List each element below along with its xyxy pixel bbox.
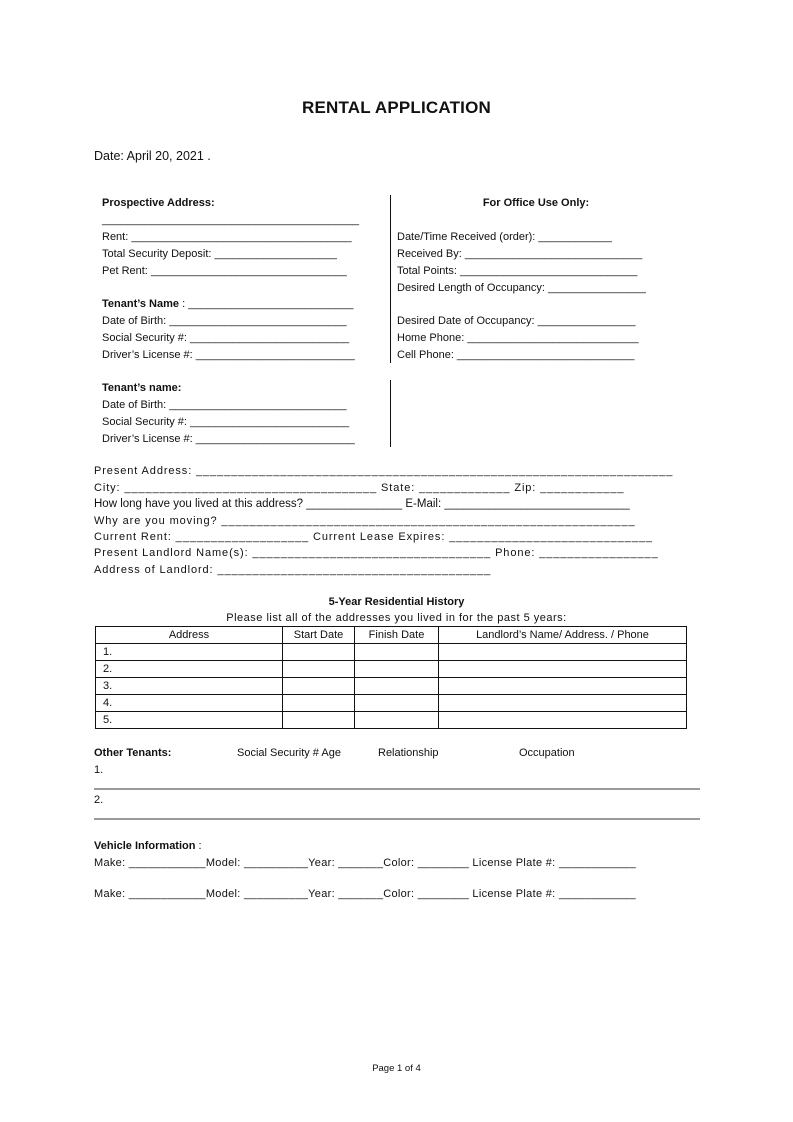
column-header-start-date: Start Date	[283, 627, 355, 644]
vehicle-information-suffix: :	[195, 840, 202, 852]
total-security-deposit-field[interactable]: Total Security Deposit: ____________________	[102, 248, 337, 260]
present-address-field[interactable]: Present Address: ____________________________________________________________________	[94, 465, 674, 477]
row-start-date-cell[interactable]	[283, 661, 355, 678]
landlord-address-field[interactable]: Address of Landlord: _______________________________________	[94, 564, 492, 576]
history-heading: 5-Year Residential History	[328, 596, 465, 608]
table-row	[96, 678, 687, 695]
row-address-cell[interactable]: 1.	[96, 644, 283, 661]
row-address-cell[interactable]: 3.	[96, 678, 283, 695]
document-title: RENTAL APPLICATION	[301, 98, 492, 117]
column-header-finish-date: Finish Date	[355, 627, 439, 644]
cell-phone-field[interactable]: Cell Phone: _____________________________	[397, 349, 635, 361]
row-address-cell[interactable]: 5.	[96, 712, 283, 729]
home-phone-field[interactable]: Home Phone: ____________________________	[397, 332, 639, 344]
pet-rent-field[interactable]: Pet Rent: ________________________________	[102, 265, 347, 277]
other-tenant-row-1[interactable]: 1.	[94, 764, 104, 776]
relationship-column-label: Relationship	[378, 747, 439, 759]
page-number: Page 1 of 4	[372, 1063, 421, 1074]
vehicle-line-1[interactable]: Make: ____________Model: __________Year: _______Color: ________ License Plate #: ____________	[94, 857, 636, 869]
column-header-landlord: Landlord’s Name/ Address. / Phone	[439, 627, 687, 644]
landlord-names-phone-field[interactable]: Present Landlord Name(s): __________________________________ Phone: _________________	[94, 547, 659, 559]
tenant2-dob-field[interactable]: Date of Birth: _____________________________	[102, 399, 347, 411]
vehicle-line-2[interactable]: Make: ____________Model: __________Year: _______Color: ________ License Plate #: ____________	[94, 888, 636, 900]
row-landlord-cell[interactable]	[439, 678, 687, 695]
other-tenants-label: Other Tenants:	[94, 747, 172, 759]
tenant1-dob-field[interactable]: Date of Birth: _____________________________	[102, 315, 347, 327]
row-finish-date-cell[interactable]	[355, 678, 439, 695]
ssn-age-column-label: Social Security # Age	[237, 747, 341, 759]
table-row	[96, 712, 687, 729]
residential-history-table	[95, 626, 687, 729]
row-start-date-cell[interactable]	[283, 678, 355, 695]
prospective-address-field[interactable]: __________________________________________	[102, 214, 359, 226]
row-finish-date-cell[interactable]	[355, 661, 439, 678]
received-by-field[interactable]: Received By: _____________________________	[397, 248, 643, 260]
column-divider-bottom	[390, 380, 391, 447]
row-start-date-cell[interactable]	[283, 712, 355, 729]
why-moving-field[interactable]: Why are you moving? ___________________________________________________________	[94, 515, 636, 527]
rent-field[interactable]: Rent: ____________________________________	[102, 231, 352, 243]
row-address-cell[interactable]: 4.	[96, 695, 283, 712]
desired-date-field[interactable]: Desired Date of Occupancy: ________________	[397, 315, 636, 327]
other-tenant-row-2[interactable]: 2.	[94, 794, 104, 806]
row-landlord-cell[interactable]	[439, 695, 687, 712]
tenant1-ssn-field[interactable]: Social Security #: __________________________	[102, 332, 350, 344]
tenant1-name-line[interactable]: : ___________________________	[179, 298, 354, 310]
table-header-row	[96, 627, 687, 644]
tenant2-ssn-field[interactable]: Social Security #: __________________________	[102, 416, 350, 428]
tenant1-name-label: Tenant’s Name	[102, 298, 180, 310]
current-rent-field[interactable]: Current Rent: ___________________ Current Lease Expires: _____________________________	[94, 531, 653, 543]
row-landlord-cell[interactable]	[439, 661, 687, 678]
vehicle-information-label: Vehicle Information	[94, 840, 196, 852]
table-row	[96, 644, 687, 661]
office-use-heading: For Office Use Only:	[482, 197, 590, 209]
date-time-received-field[interactable]: Date/Time Received (order): ____________	[397, 231, 612, 243]
tenant1-name-field[interactable]	[102, 297, 353, 311]
row-landlord-cell[interactable]	[439, 712, 687, 729]
column-divider-top	[390, 195, 391, 363]
row-finish-date-cell[interactable]	[355, 644, 439, 661]
tenant2-name-label: Tenant’s name:	[102, 382, 182, 394]
table-row	[96, 695, 687, 712]
prospective-address-label: Prospective Address:	[102, 197, 215, 209]
row-finish-date-cell[interactable]	[355, 712, 439, 729]
tenant2-drivers-license-field[interactable]: Driver’s License #: __________________________	[102, 433, 355, 445]
desired-length-field[interactable]: Desired Length of Occupancy: ________________	[397, 282, 646, 294]
vehicle-information-heading	[94, 839, 202, 853]
history-instruction: Please list all of the addresses you lived in for the past 5 years:	[226, 612, 567, 624]
row-address-cell[interactable]: 2.	[96, 661, 283, 678]
how-long-email-field[interactable]: How long have you lived at this address? _______________ E-Mail: _____________________________	[94, 498, 630, 510]
total-points-field[interactable]: Total Points: _____________________________	[397, 265, 638, 277]
other-tenant-line-2	[94, 818, 700, 820]
row-landlord-cell[interactable]	[439, 644, 687, 661]
city-state-zip-field[interactable]: City: ____________________________________ State: _____________ Zip: ____________	[94, 482, 625, 494]
date-line: Date: April 20, 2021 .	[94, 149, 211, 163]
other-tenant-line-1	[94, 788, 700, 790]
table-row	[96, 661, 687, 678]
occupation-column-label: Occupation	[519, 747, 575, 759]
row-start-date-cell[interactable]	[283, 644, 355, 661]
row-start-date-cell[interactable]	[283, 695, 355, 712]
row-finish-date-cell[interactable]	[355, 695, 439, 712]
tenant1-drivers-license-field[interactable]: Driver’s License #: __________________________	[102, 349, 355, 361]
column-header-address: Address	[96, 627, 283, 644]
